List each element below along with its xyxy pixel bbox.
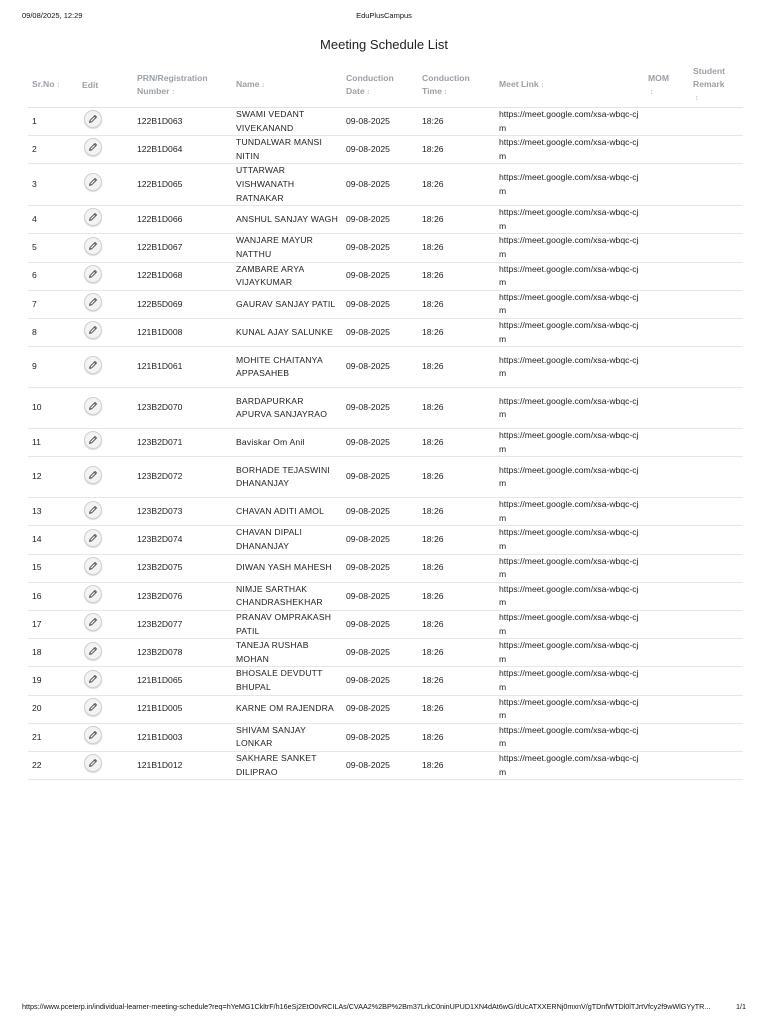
cell-edit bbox=[78, 136, 133, 164]
cell-student-remark bbox=[689, 206, 743, 234]
cell-time: 18:26 bbox=[418, 234, 495, 262]
edit-button[interactable] bbox=[84, 293, 102, 311]
table-row bbox=[28, 457, 743, 498]
cell-name: CHAVAN ADITI AMOL bbox=[232, 498, 342, 526]
sort-icon[interactable]: ↕ bbox=[540, 82, 545, 89]
cell-time: 18:26 bbox=[418, 262, 495, 290]
col-header-name[interactable]: Name ↕ bbox=[232, 62, 342, 108]
cell-time: 18:26 bbox=[418, 582, 495, 610]
cell-mom bbox=[644, 667, 689, 695]
cell-time: 18:26 bbox=[418, 667, 495, 695]
cell-name: Baviskar Om Anil bbox=[232, 429, 342, 457]
cell-meet-link[interactable]: https://meet.google.com/xsa-wbqc-cjm bbox=[495, 457, 644, 498]
cell-mom bbox=[644, 582, 689, 610]
cell-prn: 121B1D065 bbox=[133, 667, 232, 695]
sort-icon[interactable]: ↕ bbox=[443, 88, 448, 96]
table-row bbox=[28, 751, 743, 779]
cell-date: 09-08-2025 bbox=[342, 554, 418, 582]
cell-mom bbox=[644, 498, 689, 526]
cell-srno: 12 bbox=[28, 457, 78, 498]
cell-name: BHOSALE DEVDUTT BHUPAL bbox=[232, 667, 342, 695]
cell-edit bbox=[78, 639, 133, 667]
table-row bbox=[28, 639, 743, 667]
edit-button[interactable] bbox=[84, 613, 102, 631]
cell-name: NIMJE SARTHAK CHANDRASHEKHAR bbox=[232, 582, 342, 610]
cell-student-remark bbox=[689, 526, 743, 554]
cell-srno: 8 bbox=[28, 318, 78, 346]
cell-date: 09-08-2025 bbox=[342, 290, 418, 318]
meeting-schedule-table bbox=[28, 62, 743, 780]
cell-prn: 122B1D068 bbox=[133, 262, 232, 290]
edit-button[interactable] bbox=[84, 138, 102, 156]
cell-date: 09-08-2025 bbox=[342, 457, 418, 498]
print-page-url: https://www.pceterp.in/individual-learner-meeting-schedule?req=hYeMG1CkltrF/h16eSj2EtO0vRCILAs/CVAA2%2BP%2Bm37LrkC0ninUPUD1XN4dAt6wG/dUcATXXERNj0mxnV/gTDnfWTDl0lTJrtVfcy2f9wWlGYyTR... bbox=[22, 1002, 711, 1011]
cell-date: 09-08-2025 bbox=[342, 582, 418, 610]
cell-meet-link[interactable]: https://meet.google.com/xsa-wbqc-cjm bbox=[495, 751, 644, 779]
cell-srno: 11 bbox=[28, 429, 78, 457]
table-row bbox=[28, 388, 743, 429]
cell-meet-link[interactable]: https://meet.google.com/xsa-wbqc-cjm bbox=[495, 388, 644, 429]
cell-mom bbox=[644, 290, 689, 318]
cell-edit bbox=[78, 554, 133, 582]
cell-mom bbox=[644, 611, 689, 639]
table-row bbox=[28, 290, 743, 318]
col-header-srno[interactable]: Sr.No ↕ bbox=[28, 62, 78, 108]
cell-srno: 14 bbox=[28, 526, 78, 554]
edit-button[interactable] bbox=[84, 670, 102, 688]
cell-name: PRANAV OMPRAKASH PATIL bbox=[232, 611, 342, 639]
cell-prn: 121B1D008 bbox=[133, 318, 232, 346]
table-row bbox=[28, 234, 743, 262]
cell-name: ANSHUL SANJAY WAGH bbox=[232, 206, 342, 234]
cell-date: 09-08-2025 bbox=[342, 318, 418, 346]
cell-prn: 121B1D005 bbox=[133, 695, 232, 723]
cell-time: 18:26 bbox=[418, 388, 495, 429]
cell-srno: 5 bbox=[28, 234, 78, 262]
cell-meet-link[interactable]: https://meet.google.com/xsa-wbqc-cjm bbox=[495, 164, 644, 206]
print-header bbox=[0, 11, 768, 23]
cell-srno: 2 bbox=[28, 136, 78, 164]
cell-student-remark bbox=[689, 262, 743, 290]
sort-icon[interactable]: ↕ bbox=[366, 88, 371, 96]
cell-edit bbox=[78, 318, 133, 346]
cell-date: 09-08-2025 bbox=[342, 723, 418, 751]
cell-student-remark bbox=[689, 108, 743, 136]
cell-prn: 123B2D071 bbox=[133, 429, 232, 457]
cell-student-remark bbox=[689, 347, 743, 388]
cell-edit bbox=[78, 262, 133, 290]
cell-srno: 17 bbox=[28, 611, 78, 639]
cell-mom bbox=[644, 723, 689, 751]
cell-prn: 122B1D064 bbox=[133, 136, 232, 164]
cell-mom bbox=[644, 695, 689, 723]
cell-time: 18:26 bbox=[418, 526, 495, 554]
cell-name: SWAMI VEDANT VIVEKANAND bbox=[232, 108, 342, 136]
cell-name: KARNE OM RAJENDRA bbox=[232, 695, 342, 723]
cell-prn: 122B1D065 bbox=[133, 164, 232, 206]
table-row bbox=[28, 611, 743, 639]
cell-student-remark bbox=[689, 639, 743, 667]
edit-button[interactable] bbox=[84, 265, 102, 283]
cell-prn: 123B2D070 bbox=[133, 388, 232, 429]
cell-date: 09-08-2025 bbox=[342, 108, 418, 136]
table-header-row bbox=[28, 62, 743, 108]
cell-date: 09-08-2025 bbox=[342, 639, 418, 667]
sort-icon[interactable]: ↕ bbox=[56, 82, 60, 89]
cell-student-remark bbox=[689, 164, 743, 206]
cell-meet-link[interactable]: https://meet.google.com/xsa-wbqc-cjm bbox=[495, 136, 644, 164]
cell-edit bbox=[78, 347, 133, 388]
cell-prn: 122B5D069 bbox=[133, 290, 232, 318]
cell-srno: 4 bbox=[28, 206, 78, 234]
edit-button[interactable] bbox=[84, 237, 102, 255]
cell-mom bbox=[644, 347, 689, 388]
print-footer bbox=[0, 1002, 768, 1014]
cell-srno: 7 bbox=[28, 290, 78, 318]
cell-student-remark bbox=[689, 429, 743, 457]
cell-time: 18:26 bbox=[418, 639, 495, 667]
cell-mom bbox=[644, 206, 689, 234]
cell-mom bbox=[644, 388, 689, 429]
cell-srno: 16 bbox=[28, 582, 78, 610]
cell-student-remark bbox=[689, 554, 743, 582]
col-header-prn[interactable]: PRN/Registration Number ↕ bbox=[133, 62, 232, 108]
cell-srno: 6 bbox=[28, 262, 78, 290]
cell-time: 18:26 bbox=[418, 318, 495, 346]
cell-prn: 122B1D063 bbox=[133, 108, 232, 136]
cell-student-remark bbox=[689, 611, 743, 639]
cell-prn: 121B1D061 bbox=[133, 347, 232, 388]
cell-srno: 20 bbox=[28, 695, 78, 723]
cell-prn: 122B1D066 bbox=[133, 206, 232, 234]
print-page-number: 1/1 bbox=[736, 1002, 746, 1011]
cell-student-remark bbox=[689, 751, 743, 779]
edit-button[interactable] bbox=[84, 698, 102, 716]
cell-student-remark bbox=[689, 457, 743, 498]
cell-edit bbox=[78, 108, 133, 136]
page-title: Meeting Schedule List bbox=[320, 37, 448, 52]
sort-icon[interactable]: ↕ bbox=[171, 88, 175, 96]
cell-name: KUNAL AJAY SALUNKE bbox=[232, 318, 342, 346]
cell-mom bbox=[644, 108, 689, 136]
cell-meet-link[interactable]: https://meet.google.com/xsa-wbqc-cjm bbox=[495, 526, 644, 554]
cell-edit bbox=[78, 695, 133, 723]
edit-button[interactable] bbox=[84, 397, 102, 415]
cell-mom bbox=[644, 554, 689, 582]
cell-srno: 13 bbox=[28, 498, 78, 526]
cell-name: UTTARWAR VISHWANATH RATNAKAR bbox=[232, 164, 342, 206]
col-header-meet-link[interactable]: Meet Link ↕ bbox=[495, 62, 644, 108]
cell-mom bbox=[644, 429, 689, 457]
cell-prn: 121B1D003 bbox=[133, 723, 232, 751]
cell-prn: 121B1D012 bbox=[133, 751, 232, 779]
cell-time: 18:26 bbox=[418, 554, 495, 582]
cell-name: BARDAPURKAR APURVA SANJAYRAO bbox=[232, 388, 342, 429]
cell-student-remark bbox=[689, 290, 743, 318]
cell-mom bbox=[644, 457, 689, 498]
cell-student-remark bbox=[689, 136, 743, 164]
cell-edit bbox=[78, 723, 133, 751]
edit-button[interactable] bbox=[84, 585, 102, 603]
cell-mom bbox=[644, 526, 689, 554]
edit-button[interactable] bbox=[84, 501, 102, 519]
cell-student-remark bbox=[689, 723, 743, 751]
print-site-title: EduPlusCampus bbox=[356, 11, 412, 20]
cell-meet-link[interactable]: https://meet.google.com/xsa-wbqc-cjm bbox=[495, 667, 644, 695]
cell-student-remark bbox=[689, 667, 743, 695]
cell-edit bbox=[78, 206, 133, 234]
cell-name: ZAMBARE ARYA VIJAYKUMAR bbox=[232, 262, 342, 290]
cell-edit bbox=[78, 582, 133, 610]
cell-edit bbox=[78, 234, 133, 262]
table-row bbox=[28, 695, 743, 723]
edit-button[interactable] bbox=[84, 356, 102, 374]
cell-time: 18:26 bbox=[418, 457, 495, 498]
cell-time: 18:26 bbox=[418, 695, 495, 723]
cell-edit bbox=[78, 667, 133, 695]
cell-srno: 15 bbox=[28, 554, 78, 582]
cell-meet-link[interactable]: https://meet.google.com/xsa-wbqc-cjm bbox=[495, 262, 644, 290]
cell-meet-link[interactable]: https://meet.google.com/xsa-wbqc-cjm bbox=[495, 318, 644, 346]
edit-button[interactable] bbox=[84, 466, 102, 484]
cell-date: 09-08-2025 bbox=[342, 164, 418, 206]
edit-button[interactable] bbox=[84, 110, 102, 128]
cell-mom bbox=[644, 164, 689, 206]
cell-name: WANJARE MAYUR NATTHU bbox=[232, 234, 342, 262]
cell-student-remark bbox=[689, 318, 743, 346]
cell-meet-link[interactable]: https://meet.google.com/xsa-wbqc-cjm bbox=[495, 290, 644, 318]
table-row bbox=[28, 526, 743, 554]
cell-edit bbox=[78, 290, 133, 318]
cell-meet-link[interactable]: https://meet.google.com/xsa-wbqc-cjm bbox=[495, 234, 644, 262]
cell-prn: 123B2D076 bbox=[133, 582, 232, 610]
cell-meet-link[interactable]: https://meet.google.com/xsa-wbqc-cjm bbox=[495, 723, 644, 751]
cell-edit bbox=[78, 526, 133, 554]
cell-date: 09-08-2025 bbox=[342, 611, 418, 639]
col-header-date[interactable]: Conduction Date ↕ bbox=[342, 62, 418, 108]
cell-name: TUNDALWAR MANSI NITIN bbox=[232, 136, 342, 164]
cell-meet-link[interactable]: https://meet.google.com/xsa-wbqc-cjm bbox=[495, 429, 644, 457]
col-header-mom[interactable]: MOM ↕ bbox=[644, 62, 689, 108]
cell-prn: 122B1D067 bbox=[133, 234, 232, 262]
table-row bbox=[28, 582, 743, 610]
edit-button[interactable] bbox=[84, 642, 102, 660]
cell-srno: 10 bbox=[28, 388, 78, 429]
cell-mom bbox=[644, 751, 689, 779]
cell-edit bbox=[78, 751, 133, 779]
cell-edit bbox=[78, 164, 133, 206]
cell-student-remark bbox=[689, 582, 743, 610]
sort-icon[interactable]: ↕ bbox=[261, 82, 265, 89]
cell-name: DIWAN YASH MAHESH bbox=[232, 554, 342, 582]
cell-name: SAKHARE SANKET DILIPRAO bbox=[232, 751, 342, 779]
cell-meet-link[interactable]: https://meet.google.com/xsa-wbqc-cjm bbox=[495, 108, 644, 136]
cell-meet-link[interactable]: https://meet.google.com/xsa-wbqc-cjm bbox=[495, 582, 644, 610]
cell-name: CHAVAN DIPALI DHANANJAY bbox=[232, 526, 342, 554]
table-row bbox=[28, 318, 743, 346]
cell-time: 18:26 bbox=[418, 136, 495, 164]
cell-time: 18:26 bbox=[418, 290, 495, 318]
cell-name: GAURAV SANJAY PATIL bbox=[232, 290, 342, 318]
table-row bbox=[28, 498, 743, 526]
table-row bbox=[28, 136, 743, 164]
edit-button[interactable] bbox=[84, 321, 102, 339]
table-body bbox=[28, 108, 743, 780]
cell-mom bbox=[644, 262, 689, 290]
table-row bbox=[28, 262, 743, 290]
cell-time: 18:26 bbox=[418, 429, 495, 457]
col-header-edit: Edit bbox=[78, 62, 133, 108]
cell-time: 18:26 bbox=[418, 206, 495, 234]
cell-time: 18:26 bbox=[418, 108, 495, 136]
cell-edit bbox=[78, 388, 133, 429]
cell-srno: 9 bbox=[28, 347, 78, 388]
cell-student-remark bbox=[689, 388, 743, 429]
cell-srno: 3 bbox=[28, 164, 78, 206]
cell-student-remark bbox=[689, 695, 743, 723]
cell-mom bbox=[644, 234, 689, 262]
col-header-student-remark[interactable]: Student Remark ↕ bbox=[689, 62, 743, 108]
cell-name: BORHADE TEJASWINI DHANANJAY bbox=[232, 457, 342, 498]
cell-meet-link[interactable]: https://meet.google.com/xsa-wbqc-cjm bbox=[495, 206, 644, 234]
cell-name: MOHITE CHAITANYA APPASAHEB bbox=[232, 347, 342, 388]
cell-mom bbox=[644, 639, 689, 667]
cell-date: 09-08-2025 bbox=[342, 136, 418, 164]
table-row bbox=[28, 347, 743, 388]
cell-prn: 123B2D073 bbox=[133, 498, 232, 526]
cell-date: 09-08-2025 bbox=[342, 498, 418, 526]
cell-time: 18:26 bbox=[418, 498, 495, 526]
cell-student-remark bbox=[689, 498, 743, 526]
print-datetime: 09/08/2025, 12:29 bbox=[22, 11, 83, 20]
cell-mom bbox=[644, 318, 689, 346]
cell-prn: 123B2D078 bbox=[133, 639, 232, 667]
edit-button[interactable] bbox=[84, 529, 102, 547]
edit-button[interactable] bbox=[84, 208, 102, 226]
cell-date: 09-08-2025 bbox=[342, 206, 418, 234]
cell-meet-link[interactable]: https://meet.google.com/xsa-wbqc-cjm bbox=[495, 695, 644, 723]
cell-srno: 1 bbox=[28, 108, 78, 136]
cell-meet-link[interactable]: https://meet.google.com/xsa-wbqc-cjm bbox=[495, 554, 644, 582]
cell-edit bbox=[78, 498, 133, 526]
cell-time: 18:26 bbox=[418, 611, 495, 639]
cell-date: 09-08-2025 bbox=[342, 262, 418, 290]
cell-mom bbox=[644, 136, 689, 164]
cell-date: 09-08-2025 bbox=[342, 667, 418, 695]
cell-edit bbox=[78, 429, 133, 457]
table-row bbox=[28, 667, 743, 695]
cell-srno: 21 bbox=[28, 723, 78, 751]
table-row bbox=[28, 108, 743, 136]
table-row bbox=[28, 206, 743, 234]
cell-meet-link[interactable]: https://meet.google.com/xsa-wbqc-cjm bbox=[495, 498, 644, 526]
cell-date: 09-08-2025 bbox=[342, 388, 418, 429]
cell-prn: 123B2D072 bbox=[133, 457, 232, 498]
edit-button[interactable] bbox=[84, 726, 102, 744]
table-row bbox=[28, 723, 743, 751]
cell-meet-link[interactable]: https://meet.google.com/xsa-wbqc-cjm bbox=[495, 639, 644, 667]
sort-icon[interactable]: ↕ bbox=[650, 88, 654, 96]
cell-time: 18:26 bbox=[418, 164, 495, 206]
cell-prn: 123B2D077 bbox=[133, 611, 232, 639]
cell-meet-link[interactable]: https://meet.google.com/xsa-wbqc-cjm bbox=[495, 347, 644, 388]
cell-date: 09-08-2025 bbox=[342, 751, 418, 779]
cell-time: 18:26 bbox=[418, 347, 495, 388]
cell-date: 09-08-2025 bbox=[342, 526, 418, 554]
cell-name: TANEJA RUSHAB MOHAN bbox=[232, 639, 342, 667]
cell-name: SHIVAM SANJAY LONKAR bbox=[232, 723, 342, 751]
table-row bbox=[28, 429, 743, 457]
table-row bbox=[28, 554, 743, 582]
cell-time: 18:26 bbox=[418, 723, 495, 751]
cell-prn: 123B2D075 bbox=[133, 554, 232, 582]
cell-srno: 18 bbox=[28, 639, 78, 667]
edit-button[interactable] bbox=[84, 431, 102, 449]
edit-button[interactable] bbox=[84, 557, 102, 575]
table-row bbox=[28, 164, 743, 206]
cell-date: 09-08-2025 bbox=[342, 347, 418, 388]
cell-srno: 19 bbox=[28, 667, 78, 695]
cell-date: 09-08-2025 bbox=[342, 695, 418, 723]
edit-button[interactable] bbox=[84, 754, 102, 772]
cell-date: 09-08-2025 bbox=[342, 234, 418, 262]
cell-time: 18:26 bbox=[418, 751, 495, 779]
col-header-time[interactable]: Conduction Time ↕ bbox=[418, 62, 495, 108]
cell-meet-link[interactable]: https://meet.google.com/xsa-wbqc-cjm bbox=[495, 611, 644, 639]
cell-student-remark bbox=[689, 234, 743, 262]
cell-edit bbox=[78, 611, 133, 639]
cell-date: 09-08-2025 bbox=[342, 429, 418, 457]
cell-edit bbox=[78, 457, 133, 498]
edit-button[interactable] bbox=[84, 173, 102, 191]
sort-icon[interactable]: ↕ bbox=[695, 95, 699, 102]
cell-prn: 123B2D074 bbox=[133, 526, 232, 554]
cell-srno: 22 bbox=[28, 751, 78, 779]
